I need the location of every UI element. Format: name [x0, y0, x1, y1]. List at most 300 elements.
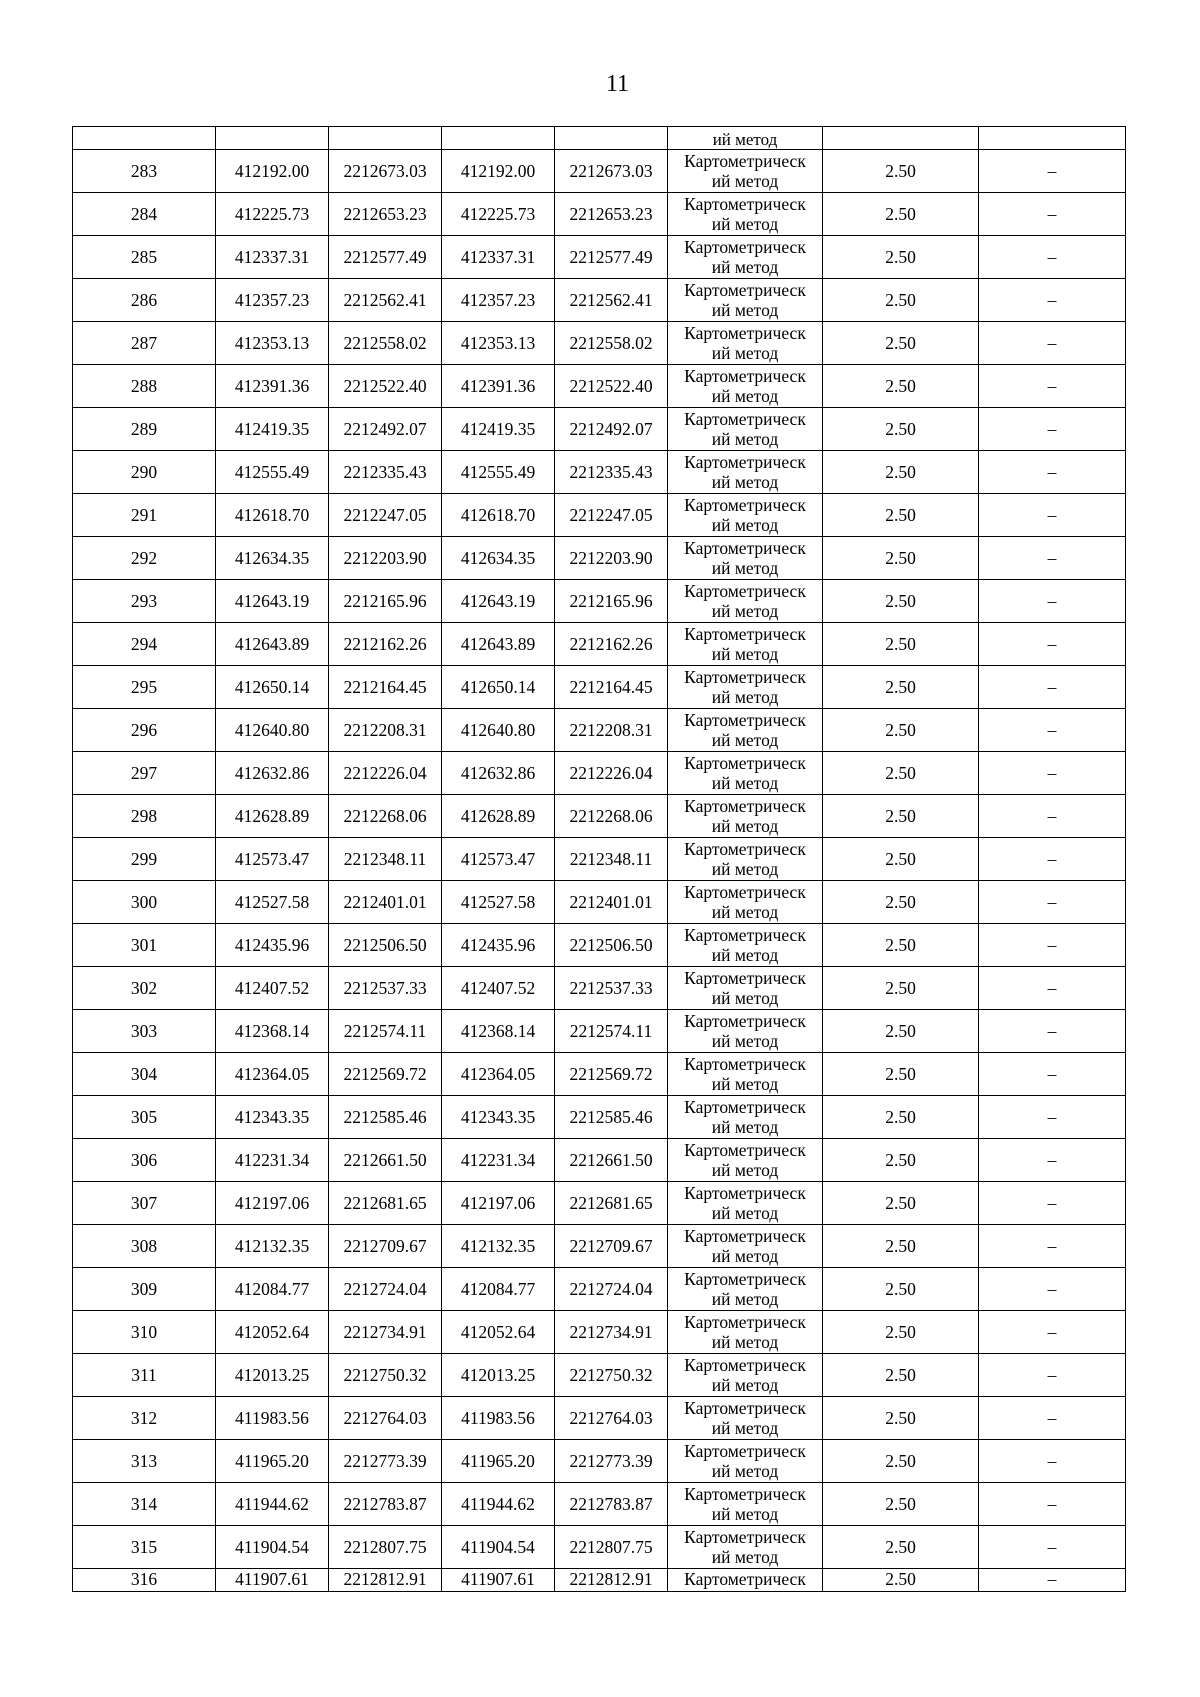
- cell-point-number: 287: [73, 322, 216, 365]
- cell-x-coordinate-new: 412435.96: [442, 924, 555, 967]
- table-row: [73, 580, 1126, 623]
- cell-accuracy: 2.50: [823, 537, 979, 580]
- cell-y-coordinate-new: 2212812.91: [555, 1569, 668, 1592]
- cell-method: [668, 881, 823, 924]
- cell-method: [668, 1440, 823, 1483]
- table-body: [73, 127, 1126, 1592]
- cell-method: [668, 1139, 823, 1182]
- cell-note: –: [979, 1139, 1126, 1182]
- cell-point-number: 290: [73, 451, 216, 494]
- table-row: [73, 150, 1126, 193]
- cell-note: –: [979, 1010, 1126, 1053]
- cell-y-coordinate-new: 2212162.26: [555, 623, 668, 666]
- cell-point-number: 314: [73, 1483, 216, 1526]
- cell-method: [668, 1053, 823, 1096]
- cell-note: –: [979, 408, 1126, 451]
- coordinates-table: [72, 126, 1126, 1592]
- table-row: [73, 1526, 1126, 1569]
- cell-accuracy: 2.50: [823, 1354, 979, 1397]
- cell-method: [668, 924, 823, 967]
- cell-y-coordinate-new: 2212558.02: [555, 322, 668, 365]
- cell-method: [668, 709, 823, 752]
- cell-empty: [442, 127, 555, 150]
- cell-method: [668, 1010, 823, 1053]
- cell-point-number: 307: [73, 1182, 216, 1225]
- cell-y-coordinate: 2212574.11: [329, 1010, 442, 1053]
- table-row: [73, 1139, 1126, 1182]
- cell-point-number: 309: [73, 1268, 216, 1311]
- cell-note: –: [979, 709, 1126, 752]
- cell-y-coordinate: 2212203.90: [329, 537, 442, 580]
- method-line-2: ий метод: [711, 988, 779, 1008]
- table-row: [73, 623, 1126, 666]
- method-line-1: Картометрическ: [684, 1226, 806, 1246]
- cell-x-coordinate-new: 412628.89: [442, 795, 555, 838]
- cell-accuracy: 2.50: [823, 1225, 979, 1268]
- cell-accuracy: 2.50: [823, 924, 979, 967]
- table-row: [73, 1225, 1126, 1268]
- method-line-1: Картометрическ: [684, 452, 806, 472]
- cell-method: [668, 537, 823, 580]
- cell-x-coordinate: 411944.62: [216, 1483, 329, 1526]
- method-line-1: Картометрическ: [684, 1312, 806, 1332]
- table-row: [73, 1053, 1126, 1096]
- cell-point-number: 310: [73, 1311, 216, 1354]
- table-row-last: [73, 1569, 1126, 1592]
- cell-y-coordinate: 2212750.32: [329, 1354, 442, 1397]
- method-line-2: ий метод: [711, 902, 779, 922]
- cell-point-number: 289: [73, 408, 216, 451]
- cell-y-coordinate-new: 2212203.90: [555, 537, 668, 580]
- method-line-1: Картометрическ: [684, 1011, 806, 1031]
- cell-point-number: 300: [73, 881, 216, 924]
- cell-x-coordinate: 412650.14: [216, 666, 329, 709]
- cell-empty: [823, 127, 979, 150]
- method-line-1: Картометрическ: [684, 409, 806, 429]
- cell-y-coordinate: 2212335.43: [329, 451, 442, 494]
- cell-point-number: 312: [73, 1397, 216, 1440]
- cell-note: –: [979, 1053, 1126, 1096]
- table-row: [73, 537, 1126, 580]
- method-line-2: ий метод: [711, 1246, 779, 1266]
- cell-x-coordinate-new: 412132.35: [442, 1225, 555, 1268]
- cell-note: –: [979, 623, 1126, 666]
- cell-point-number: 288: [73, 365, 216, 408]
- cell-accuracy: 2.50: [823, 1182, 979, 1225]
- cell-accuracy: 2.50: [823, 666, 979, 709]
- cell-y-coordinate: 2212764.03: [329, 1397, 442, 1440]
- cell-point-number: 293: [73, 580, 216, 623]
- method-line-1: Картометрическ: [684, 1140, 806, 1160]
- cell-accuracy: 2.50: [823, 279, 979, 322]
- cell-empty: [216, 127, 329, 150]
- cell-x-coordinate: 412618.70: [216, 494, 329, 537]
- cell-accuracy: 2.50: [823, 881, 979, 924]
- table-row: [73, 709, 1126, 752]
- cell-x-coordinate-new: 412650.14: [442, 666, 555, 709]
- method-line-2: ий метод: [711, 687, 779, 707]
- cell-x-coordinate: 412337.31: [216, 236, 329, 279]
- cell-point-number: 291: [73, 494, 216, 537]
- cell-x-coordinate: 412643.19: [216, 580, 329, 623]
- cell-y-coordinate-new: 2212673.03: [555, 150, 668, 193]
- cell-y-coordinate-new: 2212764.03: [555, 1397, 668, 1440]
- method-line-2: ий метод: [711, 816, 779, 836]
- cell-point-number: 284: [73, 193, 216, 236]
- table-row: [73, 1268, 1126, 1311]
- cell-x-coordinate-new: 412197.06: [442, 1182, 555, 1225]
- cell-point-number: 298: [73, 795, 216, 838]
- cell-method: [668, 1526, 823, 1569]
- method-line-1: Картометрическ: [684, 495, 806, 515]
- cell-y-coordinate-new: 2212724.04: [555, 1268, 668, 1311]
- table-row: [73, 1354, 1126, 1397]
- cell-note: –: [979, 537, 1126, 580]
- cell-y-coordinate-new: 2212577.49: [555, 236, 668, 279]
- cell-point-number: 311: [73, 1354, 216, 1397]
- cell-x-coordinate-new: 411944.62: [442, 1483, 555, 1526]
- cell-point-number: 294: [73, 623, 216, 666]
- method-line-2: ий метод: [711, 515, 779, 535]
- table-row: [73, 193, 1126, 236]
- cell-point-number: 285: [73, 236, 216, 279]
- method-line-1: Картометрическ: [684, 667, 806, 687]
- cell-y-coordinate-new: 2212653.23: [555, 193, 668, 236]
- method-line-1: Картометрическ: [684, 1441, 806, 1461]
- cell-y-coordinate-new: 2212709.67: [555, 1225, 668, 1268]
- method-line-1: Картометрическ: [684, 1527, 806, 1547]
- cell-note: –: [979, 150, 1126, 193]
- cell-point-number: 304: [73, 1053, 216, 1096]
- method-line-1: Картометрическ: [684, 194, 806, 214]
- cell-x-coordinate: 412353.13: [216, 322, 329, 365]
- cell-accuracy: 2.50: [823, 967, 979, 1010]
- cell-x-coordinate-new: 412225.73: [442, 193, 555, 236]
- cell-y-coordinate-new: 2212773.39: [555, 1440, 668, 1483]
- cell-accuracy: 2.50: [823, 322, 979, 365]
- cell-point-number: 301: [73, 924, 216, 967]
- method-line-2: ий метод: [711, 214, 779, 234]
- cell-x-coordinate: 412435.96: [216, 924, 329, 967]
- cell-point-number: 303: [73, 1010, 216, 1053]
- cell-accuracy: 2.50: [823, 838, 979, 881]
- cell-x-coordinate: 412052.64: [216, 1311, 329, 1354]
- cell-y-coordinate-new: 2212734.91: [555, 1311, 668, 1354]
- cell-method: [668, 1096, 823, 1139]
- cell-y-coordinate-new: 2212807.75: [555, 1526, 668, 1569]
- table-row: [73, 1182, 1126, 1225]
- cell-x-coordinate-new: 412364.05: [442, 1053, 555, 1096]
- cell-x-coordinate-new: 411965.20: [442, 1440, 555, 1483]
- cell-x-coordinate: 412225.73: [216, 193, 329, 236]
- cell-point-number: 286: [73, 279, 216, 322]
- method-line-1: Картометрическ: [684, 538, 806, 558]
- cell-note: –: [979, 1397, 1126, 1440]
- cell-accuracy: 2.50: [823, 709, 979, 752]
- cell-x-coordinate-new: 412052.64: [442, 1311, 555, 1354]
- cell-x-coordinate-new: 412357.23: [442, 279, 555, 322]
- cell-empty: [979, 127, 1126, 150]
- cell-note: –: [979, 1526, 1126, 1569]
- cell-y-coordinate: 2212522.40: [329, 365, 442, 408]
- cell-y-coordinate-new: 2212681.65: [555, 1182, 668, 1225]
- cell-x-coordinate-new: 412634.35: [442, 537, 555, 580]
- cell-point-number: 283: [73, 150, 216, 193]
- table-row: [73, 408, 1126, 451]
- cell-x-coordinate: 411983.56: [216, 1397, 329, 1440]
- cell-point-number: 313: [73, 1440, 216, 1483]
- cell-x-coordinate-new: 412192.00: [442, 150, 555, 193]
- method-line-2: ий метод: [711, 429, 779, 449]
- cell-method: [668, 236, 823, 279]
- cell-x-coordinate: 412634.35: [216, 537, 329, 580]
- cell-x-coordinate-new: 412618.70: [442, 494, 555, 537]
- method-line-1: Картометрическ: [684, 796, 806, 816]
- cell-y-coordinate-new: 2212506.50: [555, 924, 668, 967]
- cell-method: [668, 1354, 823, 1397]
- cell-method-continued: ий метод: [668, 127, 823, 150]
- cell-note: –: [979, 838, 1126, 881]
- cell-x-coordinate-new: 412337.31: [442, 236, 555, 279]
- cell-y-coordinate: 2212673.03: [329, 150, 442, 193]
- method-line-1: Картометрическ: [684, 1097, 806, 1117]
- cell-note: –: [979, 1096, 1126, 1139]
- method-line-2: ий метод: [711, 1289, 779, 1309]
- cell-y-coordinate-new: 2212562.41: [555, 279, 668, 322]
- cell-point-number: 306: [73, 1139, 216, 1182]
- table-row: [73, 795, 1126, 838]
- cell-method: [668, 408, 823, 451]
- table-row: [73, 322, 1126, 365]
- method-line-1: Картометрическ: [684, 925, 806, 945]
- method-line-1: Картометрическ: [684, 1054, 806, 1074]
- cell-note: –: [979, 193, 1126, 236]
- cell-accuracy: 2.50: [823, 1483, 979, 1526]
- cell-x-coordinate-new: 412084.77: [442, 1268, 555, 1311]
- cell-y-coordinate-new: 2212537.33: [555, 967, 668, 1010]
- cell-y-coordinate: 2212162.26: [329, 623, 442, 666]
- cell-method: [668, 1397, 823, 1440]
- method-line-2: ий метод: [711, 257, 779, 277]
- cell-method: [668, 795, 823, 838]
- cell-method: [668, 838, 823, 881]
- table-row: [73, 451, 1126, 494]
- method-line-1: Картометрическ: [684, 1355, 806, 1375]
- cell-point-number: 292: [73, 537, 216, 580]
- cell-point-number: 297: [73, 752, 216, 795]
- cell-method: [668, 580, 823, 623]
- cell-y-coordinate-new: 2212750.32: [555, 1354, 668, 1397]
- cell-method: [668, 1311, 823, 1354]
- cell-x-coordinate-new: 412391.36: [442, 365, 555, 408]
- cell-note: –: [979, 752, 1126, 795]
- cell-x-coordinate: 412197.06: [216, 1182, 329, 1225]
- cell-accuracy: 2.50: [823, 795, 979, 838]
- cell-note: –: [979, 1311, 1126, 1354]
- cell-accuracy: 2.50: [823, 150, 979, 193]
- cell-x-coordinate-new: 411983.56: [442, 1397, 555, 1440]
- table-row: [73, 1096, 1126, 1139]
- table-row: [73, 1483, 1126, 1526]
- cell-x-coordinate: 411907.61: [216, 1569, 329, 1592]
- method-line-2: ий метод: [711, 1203, 779, 1223]
- cell-y-coordinate-new: 2212569.72: [555, 1053, 668, 1096]
- cell-empty: [73, 127, 216, 150]
- cell-y-coordinate-new: 2212226.04: [555, 752, 668, 795]
- cell-note: –: [979, 494, 1126, 537]
- cell-method: [668, 1225, 823, 1268]
- cell-x-coordinate: 412231.34: [216, 1139, 329, 1182]
- page-number: 11: [605, 71, 630, 97]
- cell-method: [668, 365, 823, 408]
- cell-y-coordinate: 2212783.87: [329, 1483, 442, 1526]
- method-line-2: ий метод: [711, 343, 779, 363]
- cell-x-coordinate-new: 411904.54: [442, 1526, 555, 1569]
- cell-point-number: 302: [73, 967, 216, 1010]
- cell-x-coordinate: 412632.86: [216, 752, 329, 795]
- table-row: [73, 838, 1126, 881]
- cell-y-coordinate: 2212537.33: [329, 967, 442, 1010]
- table-row: [73, 1010, 1126, 1053]
- cell-x-coordinate: 412555.49: [216, 451, 329, 494]
- cell-method: [668, 967, 823, 1010]
- table-row: [73, 881, 1126, 924]
- cell-y-coordinate: 2212208.31: [329, 709, 442, 752]
- cell-x-coordinate-new: 412353.13: [442, 322, 555, 365]
- cell-note: –: [979, 365, 1126, 408]
- method-line-1: Картометрическ: [684, 882, 806, 902]
- cell-note: –: [979, 580, 1126, 623]
- method-line-2: ий метод: [711, 171, 779, 191]
- cell-y-coordinate-new: 2212335.43: [555, 451, 668, 494]
- method-line-2: ий метод: [711, 1461, 779, 1481]
- cell-point-number: 295: [73, 666, 216, 709]
- cell-method: [668, 494, 823, 537]
- cell-y-coordinate-new: 2212401.01: [555, 881, 668, 924]
- cell-y-coordinate: 2212724.04: [329, 1268, 442, 1311]
- cell-note: –: [979, 1225, 1126, 1268]
- cell-accuracy: 2.50: [823, 1053, 979, 1096]
- cell-x-coordinate: 412643.89: [216, 623, 329, 666]
- cell-accuracy: 2.50: [823, 365, 979, 408]
- table-row: [73, 967, 1126, 1010]
- cell-point-number: 308: [73, 1225, 216, 1268]
- cell-accuracy: 2.50: [823, 1311, 979, 1354]
- cell-accuracy: 2.50: [823, 193, 979, 236]
- cell-note: –: [979, 1182, 1126, 1225]
- method-line-2: ий метод: [711, 1074, 779, 1094]
- cell-x-coordinate-new: 411907.61: [442, 1569, 555, 1592]
- method-line-2: ий метод: [711, 300, 779, 320]
- method-line-1: Картометрическ: [684, 710, 806, 730]
- cell-y-coordinate: 2212734.91: [329, 1311, 442, 1354]
- cell-note: –: [979, 279, 1126, 322]
- table-row: [73, 236, 1126, 279]
- cell-accuracy: 2.50: [823, 580, 979, 623]
- cell-y-coordinate: 2212807.75: [329, 1526, 442, 1569]
- cell-y-coordinate-new: 2212348.11: [555, 838, 668, 881]
- cell-y-coordinate: 2212653.23: [329, 193, 442, 236]
- cell-accuracy: 2.50: [823, 451, 979, 494]
- cell-x-coordinate-new: 412527.58: [442, 881, 555, 924]
- cell-y-coordinate: 2212569.72: [329, 1053, 442, 1096]
- table-row: [73, 924, 1126, 967]
- cell-x-coordinate: 412407.52: [216, 967, 329, 1010]
- cell-y-coordinate: 2212268.06: [329, 795, 442, 838]
- cell-accuracy: 2.50: [823, 1569, 979, 1592]
- method-line-1: Картометрическ: [684, 151, 806, 171]
- cell-y-coordinate-new: 2212661.50: [555, 1139, 668, 1182]
- cell-x-coordinate: 412357.23: [216, 279, 329, 322]
- cell-note: –: [979, 1483, 1126, 1526]
- method-line-1: Картометрическ: [684, 280, 806, 300]
- cell-x-coordinate: 411965.20: [216, 1440, 329, 1483]
- cell-accuracy: 2.50: [823, 1440, 979, 1483]
- cell-y-coordinate-new: 2212208.31: [555, 709, 668, 752]
- cell-accuracy: 2.50: [823, 623, 979, 666]
- cell-y-coordinate-new: 2212268.06: [555, 795, 668, 838]
- cell-y-coordinate: 2212506.50: [329, 924, 442, 967]
- cell-y-coordinate-new: 2212492.07: [555, 408, 668, 451]
- cell-point-number: 299: [73, 838, 216, 881]
- cell-y-coordinate: 2212577.49: [329, 236, 442, 279]
- cell-y-coordinate: 2212348.11: [329, 838, 442, 881]
- cell-note: –: [979, 322, 1126, 365]
- table-row: [73, 365, 1126, 408]
- cell-y-coordinate-new: 2212165.96: [555, 580, 668, 623]
- cell-x-coordinate: 412084.77: [216, 1268, 329, 1311]
- cell-x-coordinate: 412419.35: [216, 408, 329, 451]
- method-line-2: ий метод: [711, 601, 779, 621]
- cell-method: [668, 451, 823, 494]
- table-row: [73, 666, 1126, 709]
- cell-y-coordinate: 2212165.96: [329, 580, 442, 623]
- cell-x-coordinate: 412628.89: [216, 795, 329, 838]
- cell-note: –: [979, 1569, 1126, 1592]
- cell-x-coordinate-new: 412231.34: [442, 1139, 555, 1182]
- cell-y-coordinate: 2212812.91: [329, 1569, 442, 1592]
- cell-accuracy: 2.50: [823, 752, 979, 795]
- method-line-1: Картометрическ: [684, 968, 806, 988]
- cell-accuracy: 2.50: [823, 1139, 979, 1182]
- cell-y-coordinate: 2212773.39: [329, 1440, 442, 1483]
- cell-x-coordinate-new: 412013.25: [442, 1354, 555, 1397]
- cell-empty: [329, 127, 442, 150]
- cell-x-coordinate: 412573.47: [216, 838, 329, 881]
- method-line-2: ий метод: [711, 1117, 779, 1137]
- cell-y-coordinate: 2212562.41: [329, 279, 442, 322]
- cell-y-coordinate: 2212681.65: [329, 1182, 442, 1225]
- table-row: [73, 494, 1126, 537]
- cell-accuracy: 2.50: [823, 1010, 979, 1053]
- cell-y-coordinate: 2212492.07: [329, 408, 442, 451]
- cell-method: [668, 1268, 823, 1311]
- cell-x-coordinate-new: 412632.86: [442, 752, 555, 795]
- method-line-2: ий метод: [711, 558, 779, 578]
- cell-x-coordinate: 412391.36: [216, 365, 329, 408]
- cell-point-number: 315: [73, 1526, 216, 1569]
- cell-y-coordinate: 2212401.01: [329, 881, 442, 924]
- method-line-2: ий метод: [711, 1547, 779, 1567]
- table-row: [73, 752, 1126, 795]
- cell-accuracy: 2.50: [823, 1397, 979, 1440]
- cell-y-coordinate: 2212164.45: [329, 666, 442, 709]
- cell-note: –: [979, 666, 1126, 709]
- method-line-2: ий метод: [711, 1504, 779, 1524]
- cell-x-coordinate: 412364.05: [216, 1053, 329, 1096]
- method-line-1: Картометрическ: [684, 1484, 806, 1504]
- cell-method: [668, 150, 823, 193]
